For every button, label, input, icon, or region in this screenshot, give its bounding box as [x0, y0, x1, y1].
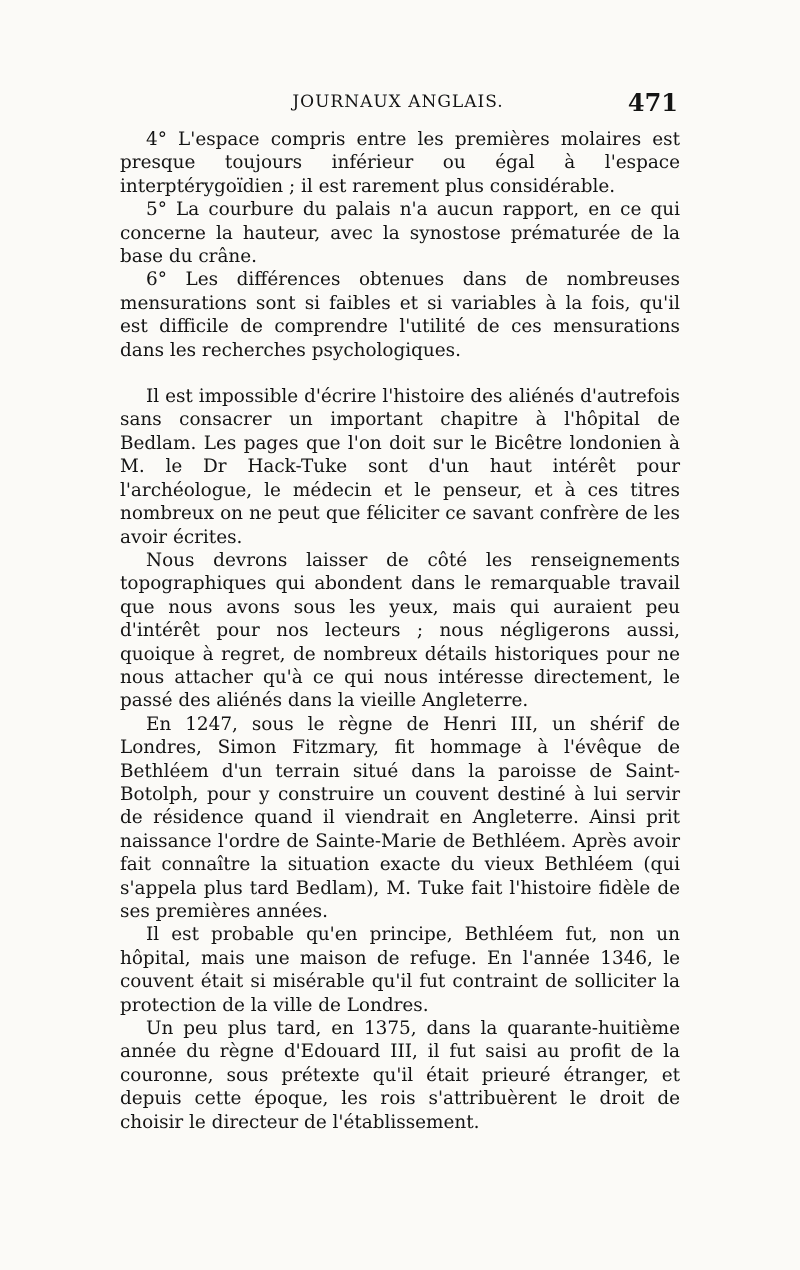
paragraph-2: 5° La courbure du palais n'a aucun rapport, en ce qui concerne la hauteur, avec la synostose prématurée de la base du crâne. — [120, 199, 680, 268]
paragraph-6: En 1247, sous le règne de Henri III, un shérif de Londres, Simon Fitzmary, fit hommage à l'évêque de Bethléem d'un terrain situé dans la paroisse de Saint-Botolph, pour y construire un couvent destiné à lui servir de résidence quand il viendrait en Angleterre. Ainsi prit naissance l'ordre de Sainte-Marie de Bethléem. Après avoir fait connaître la situation exacte du vieux Bethléem (qui s'appela plus tard Bedlam), M. Tuke fait l'histoire fidèle de ses premières années. — [120, 713, 680, 922]
running-head: JOURNAUX ANGLAIS. — [292, 92, 504, 112]
body-text — [120, 128, 680, 1134]
page-header — [118, 88, 678, 120]
paragraph-8: Un peu plus tard, en 1375, dans la quarante-huitième année du règne d'Edouard III, il fut saisi au profit de la couronne, sous prétexte qu'il était prieuré étranger, et depuis cette époque, les rois s'attribuèrent le droit de choisir le directeur de l'établissement. — [120, 1018, 680, 1133]
paragraph-7: Il est probable qu'en principe, Bethléem fut, non un hôpital, mais une maison de refuge. En l'année 1346, le couvent était si misérable qu'il fut contraint de solliciter la protection de la ville de Londres. — [120, 924, 680, 1016]
paragraph-3: 6° Les différences obtenues dans de nombreuses mensurations sont si faibles et si variables à la fois, qu'il est difficile de comprendre l'utilité de ces mensurations dans les recherches psychologiques. — [120, 269, 680, 361]
paragraph-4: Il est impossible d'écrire l'histoire des aliénés d'autrefois sans consacrer un important chapitre à l'hôpital de Bedlam. Les pages que l'on doit sur le Bicêtre londonien à M. le Dr Hack-Tuke sont d'un haut intérêt pour l'archéologue, le médecin et le penseur, et à ces titres nombreux on ne peut que féliciter ce savant confrère de les avoir écrites. — [120, 386, 680, 548]
paragraph-1: 4° L'espace compris entre les premières molaires est presque toujours inférieur ou égal à l'espace interptérygoïdien ; il est rarement plus considérable. — [120, 129, 680, 197]
paragraph-5: Nous devrons laisser de côté les renseignements topographiques qui abondent dans le remarquable travail que nous avons sous les yeux, mais qui auraient peu d'intérêt pour nos lecteurs ; nous négligerons aussi, quoique à regret, de nombreux détails historiques pour ne nous attacher qu'à ce qui nous intéresse directement, le passé des aliénés dans la vieille Angleterre. — [120, 549, 680, 712]
page-number: 471 — [627, 88, 678, 117]
